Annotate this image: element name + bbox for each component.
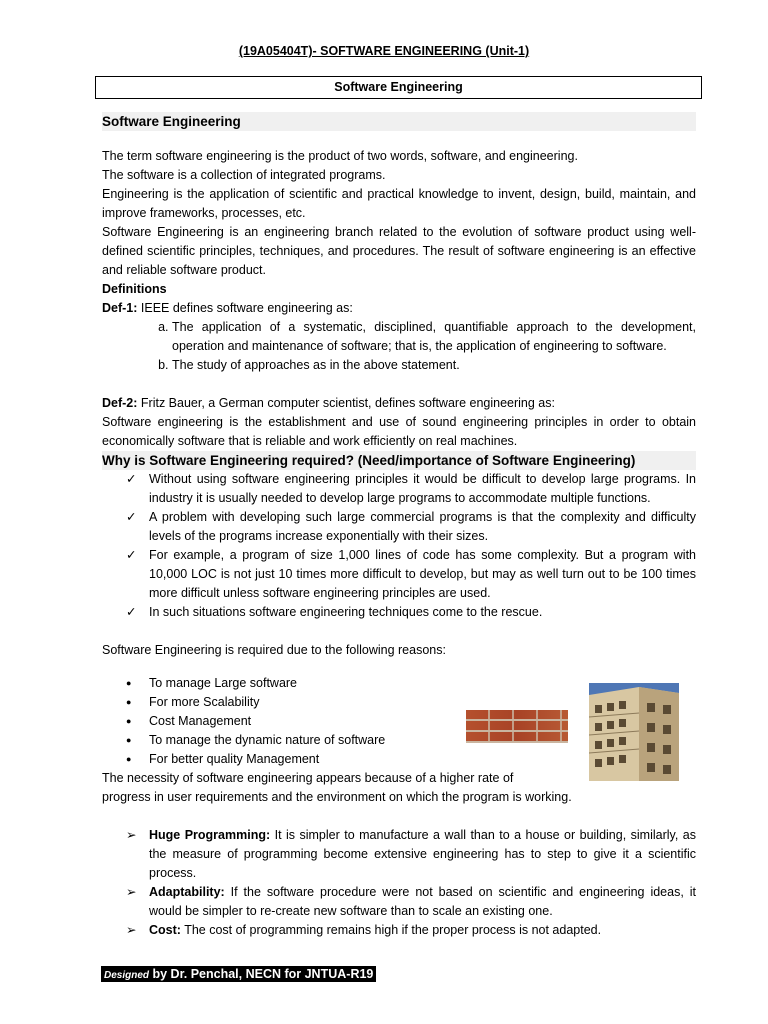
check-item: ✓ In such situations software engineering techniques come to the rescue. [102,603,696,622]
def1-item: b. The study of approaches as in the above statement. [172,356,696,375]
section-heading-why-required: Why is Software Engineering required? (Need/importance of Software Engineering) [102,451,696,470]
para-software-engineering: Software Engineering is an engineering branch related to the evolution of software product using well-defined scientific principles, techniques, and procedures. The result of software engineering is an effective and reliable software product. [102,225,696,277]
check-icon: ✓ [126,548,137,562]
building-image [589,683,679,781]
bullet-icon: ● [126,735,132,745]
arrow-icon: ➢ [126,828,137,842]
necessity-para-2: progress in user requirements and the environment on which the program is working. [102,790,572,804]
document-body [102,112,696,940]
bullet-icon: ● [126,754,132,764]
course-code-title: (19A05404T)- SOFTWARE ENGINEERING (Unit-1) [238,44,530,58]
bullet-icon: ● [126,678,132,688]
check-item: ✓ Without using software engineering principles it would be difficult to develop large programs. In industry it is usually needed to develop large programs to accommodate multiple functions. [126,472,696,505]
reasons-intro: Software Engineering is required due to the following reasons: [102,643,446,657]
reason-item: ● For better quality Management [102,750,442,769]
check-item: ✓ A problem with developing such large commercial programs is that the complexity and difficulty levels of the programs increase exponentially with their sizes. [126,510,696,543]
def1-item: a. The application of a systematic, disciplined, quantifiable approach to the development, operation and maintenance of software; that is, the application of engineering to software. [172,318,696,356]
reason-item: ● Cost Management [102,712,442,731]
necessity-para-1: The necessity of software engineering appears because of a higher rate of [102,771,514,785]
arrow-item: ➢ Cost: The cost of programming remains high if the proper process is not adapted. [102,921,696,940]
arrow-list [102,826,696,940]
bullet-icon: ● [126,697,132,707]
reason-item: ● For more Scalability [102,693,442,712]
check-list [102,470,696,622]
def1-text: IEEE defines software engineering as: [137,301,353,315]
bullet-icon: ● [126,716,132,726]
footer-author: by Dr. Penchal, NECN for JNTUA-R19 [149,967,374,981]
para-engineering: Engineering is the application of scientific and practical knowledge to invent, design, build, maintain, and improve frameworks, processes, etc. [102,187,696,220]
def2-para: Software engineering is the establishment and use of sound engineering principles in order to obtain economically software that is reliable and work efficiently on real machines. [102,415,696,448]
check-icon: ✓ [126,605,137,619]
para-software: The software is a collection of integrated programs. [102,168,386,182]
def2-line [102,394,696,413]
check-icon: ✓ [126,510,137,524]
arrow-icon: ➢ [126,923,137,937]
brick-wall-joints [466,710,568,743]
footer-designed: Designed [104,970,150,981]
reason-item: ● To manage Large software [102,674,442,693]
arrow-item: ➢ Huge Programming: It is simpler to manufacture a wall than to a house or building, similarly, as the measure of programming become extensive engineering has to step to give it a scientific process. [126,828,696,880]
def1-list [102,318,696,375]
reasons-list [102,674,442,769]
title-box: Software Engineering [95,76,702,99]
def2-text: Fritz Bauer, a German computer scientist, defines software engineering as: [137,396,555,410]
arrow-item: ➢ Adaptability: If the software procedure were not based on scientific and engineering ideas, it would be simpler to re-create new software than to scale an existing one. [126,885,696,918]
footer-credit [101,966,376,982]
definitions-label: Definitions [102,282,167,296]
def2-label: Def-2: [102,396,138,410]
check-icon: ✓ [126,472,137,486]
building-drawing [589,683,679,781]
section-heading-software-engineering: Software Engineering [102,112,696,131]
page-header [0,44,768,58]
def1-label: Def-1: [102,301,138,315]
check-item: ✓ For example, a program of size 1,000 lines of code has some complexity. But a program with 10,000 LOC is not just 10 times more difficult to develop, but may as well turn out to be 100 times more difficult unless software engineering principles are used. [126,548,696,600]
def1-line [102,299,696,318]
para-term: The term software engineering is the product of two words, software, and engineering. [102,149,578,163]
arrow-icon: ➢ [126,885,137,899]
reason-item: ● To manage the dynamic nature of software [102,731,442,750]
